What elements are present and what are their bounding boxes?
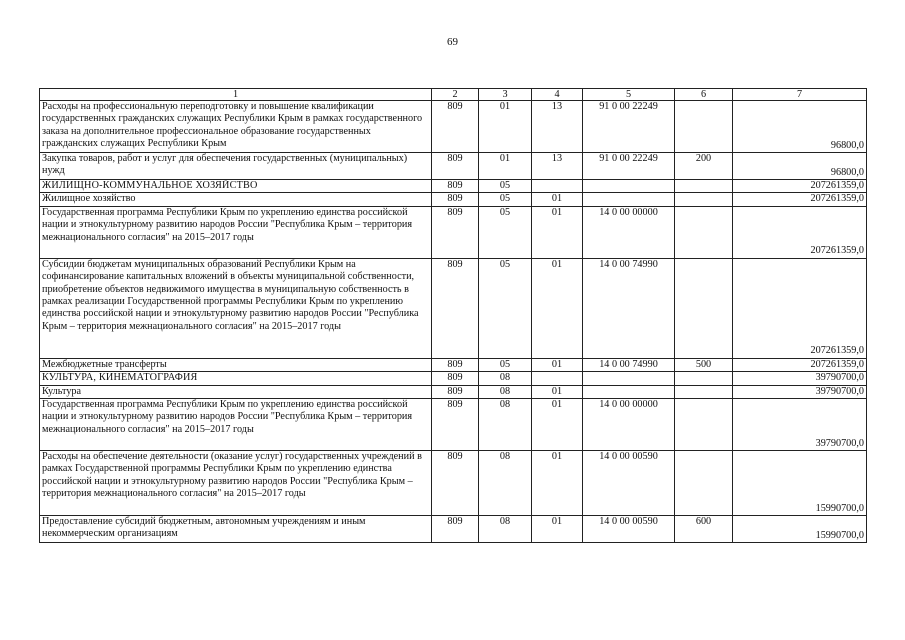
row-subsection: 01 <box>532 385 583 398</box>
row-sum: 207261359,0 <box>733 180 867 193</box>
row-subsection: 01 <box>532 399 583 451</box>
table-row <box>40 385 867 398</box>
row-grbs: 809 <box>432 180 479 193</box>
header-cell: 6 <box>675 89 733 101</box>
row-subsection: 01 <box>532 516 583 543</box>
row-grbs: 809 <box>432 372 479 385</box>
row-section: 05 <box>479 358 532 371</box>
row-target-article: 14 0 00 74990 <box>583 358 675 371</box>
row-subsection <box>532 372 583 385</box>
row-name: Межбюджетные трансферты <box>40 358 432 371</box>
row-section: 08 <box>479 399 532 451</box>
row-name: КУЛЬТУРА, КИНЕМАТОГРАФИЯ <box>40 372 432 385</box>
table-row <box>40 180 867 193</box>
row-section: 08 <box>479 385 532 398</box>
row-subsection: 13 <box>532 153 583 180</box>
row-sum: 96800,0 <box>733 101 867 153</box>
row-expense-type: 600 <box>675 516 733 543</box>
row-name: Жилищное хозяйство <box>40 193 432 206</box>
row-name: Государственная программа Республики Крым по укреплению единства российской нации и этнокультурному развитию народов России "Республика Крым – территория межнационального согласия" на 2015–2017 годы <box>40 206 432 258</box>
row-target-article: 14 0 00 00590 <box>583 516 675 543</box>
row-subsection <box>532 180 583 193</box>
row-sum: 39790700,0 <box>733 399 867 451</box>
row-subsection: 01 <box>532 358 583 371</box>
row-target-article: 14 0 00 74990 <box>583 258 675 358</box>
row-grbs: 809 <box>432 258 479 358</box>
row-subsection: 01 <box>532 258 583 358</box>
table-row <box>40 101 867 153</box>
table-row <box>40 358 867 371</box>
row-name: Расходы на обеспечение деятельности (оказание услуг) государственных учреждений в рамках Государственной программы Республики Крым по укреплению единства российской нации и этнокультурному развитию народов России "Республика Крым – территория межнационального согласия" на 2015–2017 годы <box>40 451 432 516</box>
table-row <box>40 153 867 180</box>
row-target-article <box>583 372 675 385</box>
row-section: 01 <box>479 101 532 153</box>
row-name: Государственная программа Республики Крым по укреплению единства российской нации и этнокультурному развитию народов России "Республика Крым – территория межнационального согласия" на 2015–2017 годы <box>40 399 432 451</box>
row-grbs: 809 <box>432 206 479 258</box>
row-sum: 207261359,0 <box>733 358 867 371</box>
row-section: 08 <box>479 516 532 543</box>
row-section: 08 <box>479 372 532 385</box>
row-expense-type <box>675 451 733 516</box>
row-sum: 96800,0 <box>733 153 867 180</box>
row-target-article <box>583 180 675 193</box>
row-section: 05 <box>479 180 532 193</box>
row-target-article <box>583 385 675 398</box>
row-target-article: 14 0 00 00000 <box>583 206 675 258</box>
table-row <box>40 451 867 516</box>
row-expense-type <box>675 180 733 193</box>
row-section: 05 <box>479 206 532 258</box>
table-row <box>40 372 867 385</box>
row-sum: 39790700,0 <box>733 372 867 385</box>
table-row <box>40 258 867 358</box>
row-name: Закупка товаров, работ и услуг для обеспечения государственных (муниципальных) нужд <box>40 153 432 180</box>
row-section: 01 <box>479 153 532 180</box>
row-name: Культура <box>40 385 432 398</box>
row-grbs: 809 <box>432 451 479 516</box>
header-cell: 3 <box>479 89 532 101</box>
row-expense-type: 200 <box>675 153 733 180</box>
row-sum: 207261359,0 <box>733 258 867 358</box>
row-expense-type <box>675 372 733 385</box>
row-target-article: 14 0 00 00000 <box>583 399 675 451</box>
row-target-article: 91 0 00 22249 <box>583 101 675 153</box>
row-section: 05 <box>479 193 532 206</box>
row-target-article <box>583 193 675 206</box>
row-sum: 207261359,0 <box>733 206 867 258</box>
row-sum: 15990700,0 <box>733 451 867 516</box>
row-grbs: 809 <box>432 399 479 451</box>
table-row <box>40 399 867 451</box>
header-cell: 5 <box>583 89 675 101</box>
page-number: 69 <box>447 36 458 48</box>
row-target-article: 91 0 00 22249 <box>583 153 675 180</box>
row-grbs: 809 <box>432 385 479 398</box>
row-name: ЖИЛИЩНО-КОММУНАЛЬНОЕ ХОЗЯЙСТВО <box>40 180 432 193</box>
row-grbs: 809 <box>432 193 479 206</box>
row-grbs: 809 <box>432 516 479 543</box>
row-subsection: 01 <box>532 193 583 206</box>
row-expense-type <box>675 101 733 153</box>
header-cell: 7 <box>733 89 867 101</box>
row-expense-type: 500 <box>675 358 733 371</box>
row-grbs: 809 <box>432 358 479 371</box>
row-subsection: 13 <box>532 101 583 153</box>
header-cell: 2 <box>432 89 479 101</box>
row-subsection: 01 <box>532 451 583 516</box>
row-name: Расходы на профессиональную переподготовку и повышение квалификации государственных гражданских служащих Республики Крым в рамках государственного заказа на дополнительное профессиональное образование государственных гражданских служащих Республики Крым <box>40 101 432 153</box>
row-expense-type <box>675 258 733 358</box>
row-expense-type <box>675 399 733 451</box>
row-section: 05 <box>479 258 532 358</box>
row-grbs: 809 <box>432 101 479 153</box>
row-name: Предоставление субсидий бюджетным, автономным учреждениям и иным некоммерческим организациям <box>40 516 432 543</box>
row-section: 08 <box>479 451 532 516</box>
row-sum: 39790700,0 <box>733 385 867 398</box>
table-row <box>40 193 867 206</box>
row-expense-type <box>675 206 733 258</box>
table-header-row <box>40 89 867 101</box>
row-grbs: 809 <box>432 153 479 180</box>
header-cell: 1 <box>40 89 432 101</box>
table-row <box>40 206 867 258</box>
row-expense-type <box>675 193 733 206</box>
row-target-article: 14 0 00 00590 <box>583 451 675 516</box>
header-cell: 4 <box>532 89 583 101</box>
row-subsection: 01 <box>532 206 583 258</box>
row-sum: 207261359,0 <box>733 193 867 206</box>
row-sum: 15990700,0 <box>733 516 867 543</box>
row-expense-type <box>675 385 733 398</box>
budget-table <box>39 88 867 543</box>
row-name: Субсидии бюджетам муниципальных образований Республики Крым на софинансирование капитальных вложений в объекты муниципальной собственности, приобретение объектов недвижимого имущества в муниципальную собственность в рамках реализации Государственной программы Республики Крым по укреплению единства российской нации и этнокультурному развитию народов России "Республика Крым – территория межнационального согласия" на 2015–2017 годы <box>40 258 432 358</box>
table-row <box>40 516 867 543</box>
